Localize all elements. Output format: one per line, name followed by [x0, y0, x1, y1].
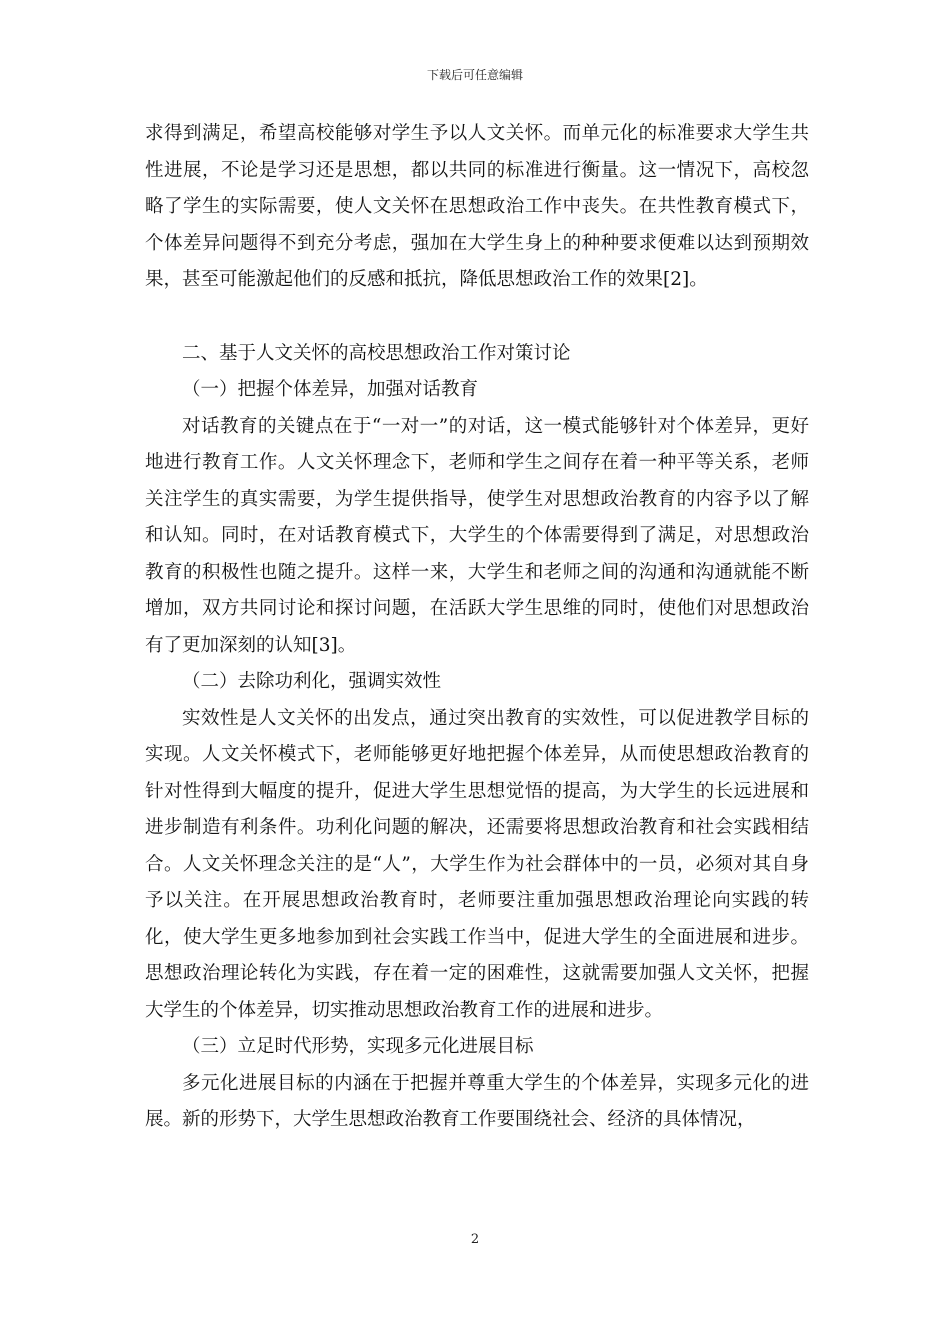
subsection-heading-2: （二）去除功利化，强调实效性	[182, 671, 442, 692]
document-body	[145, 116, 809, 1139]
subsection-heading-1: （一）把握个体差异，加强对话教育	[182, 379, 479, 400]
subsection-paragraph-1: 对话教育的关键点在于“一对一”的对话，这一模式能够针对个体差异，更好地进行教育工作。人文关怀理念下，老师和学生之间存在着一种平等关系，老师关注学生的真实需要，为学生提供指导，使学生对思想政治教育的内容予以了解和认知。同时，在对话教育模式下，大学生的个体需要得到了满足，对思想政治教育的积极性也随之提升。这样一来，大学生和老师之间的沟通和沟通就能不断增加，双方共同讨论和探讨问题，在活跃大学生思维的同时，使他们对思想政治有了更加深刻的认知[3]。	[145, 415, 809, 656]
section-heading: 二、基于人文关怀的高校思想政治工作对策讨论	[182, 342, 571, 364]
subsection-heading-3: （三）立足时代形势，实现多元化进展目标	[182, 1036, 534, 1057]
subsection-paragraph-2: 实效性是人文关怀的出发点，通过突出教育的实效性，可以促进教学目标的实现。人文关怀模式下，老师能够更好地把握个体差异，从而使思想政治教育的针对性得到大幅度的提升，促进大学生思想觉悟的提高，为大学生的长远进展和进步制造有利条件。功利化问题的解决，还需要将思想政治教育和社会实践相结合。人文关怀理念关注的是“人”，大学生作为社会群体中的一员，必须对其自身予以关注。在开展思想政治教育时，老师要注重加强思想政治理论向实践的转化，使大学生更多地参加到社会实践工作当中，促进大学生的全面进展和进步。思想政治理论转化为实践，存在着一定的困难性，这就需要加强人文关怀，把握大学生的个体差异，切实推动思想政治教育工作的进展和进步。	[145, 707, 809, 1021]
header-note: 下载后可任意编辑	[426, 68, 523, 82]
page-number: 2	[470, 1232, 480, 1247]
section-gap	[145, 299, 809, 336]
paragraph-continued: 求得到满足，希望高校能够对学生予以人文关怀。而单元化的标准要求大学生共性进展，不论是学习还是思想，都以共同的标准进行衡量。这一情况下，高校忽略了学生的实际需要，使人文关怀在思想政治工作中丧失。在共性教育模式下，个体差异问题得不到充分考虑，强加在大学生身上的种种要求便难以达到预期效果，甚至可能激起他们的反感和抵抗，降低思想政治工作的效果[2]。	[145, 123, 809, 290]
subsection-paragraph-3: 多元化进展目标的内涵在于把握并尊重大学生的个体差异，实现多元化的进展。新的形势下，大学生思想政治教育工作要围绕社会、经济的具体情况，	[145, 1072, 809, 1130]
